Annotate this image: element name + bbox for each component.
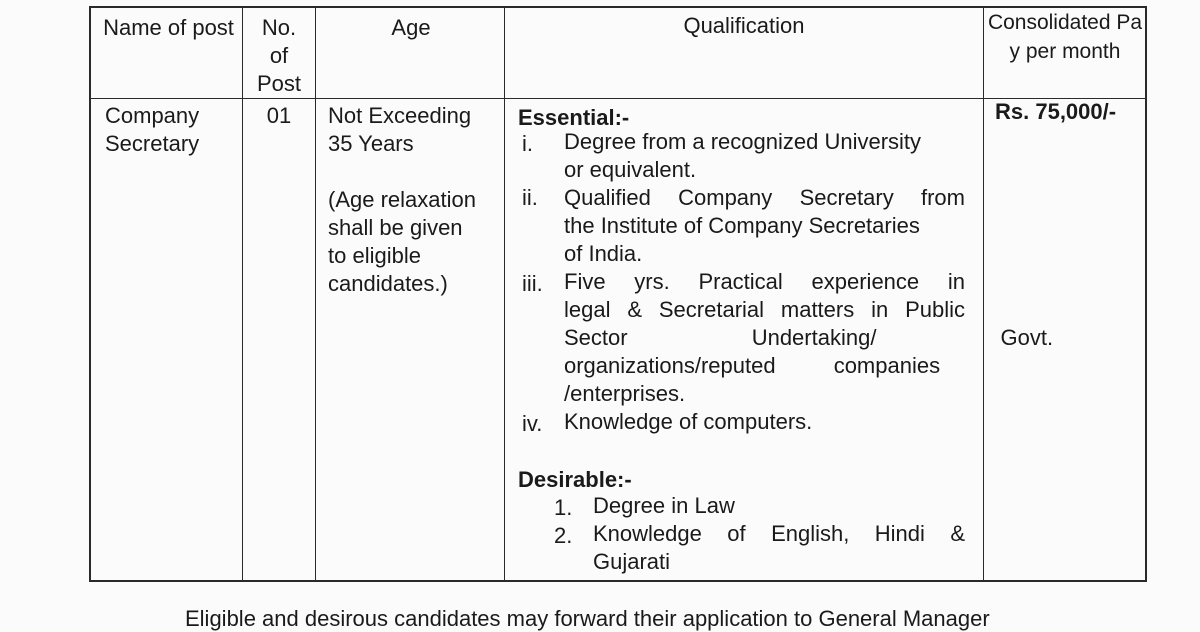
essential-heading: Essential:-	[518, 105, 630, 130]
qualification-line: Gujarati	[593, 549, 671, 574]
qualification-line: Knowledge of English, Hindi &	[593, 521, 965, 546]
list-number: 2.	[554, 523, 573, 548]
qualification-line: Degree from a recognized University	[564, 129, 922, 154]
post-name-line: Company	[105, 103, 200, 128]
qualification-line: legal & Secretarial matters in Public	[564, 297, 965, 322]
column-divider	[315, 8, 316, 580]
age-limit-line: 35 Years	[328, 131, 414, 156]
qualification-line: Sector Undertaking/ Govt.	[564, 325, 1054, 350]
column-divider	[504, 8, 505, 580]
pay-amount: Rs. 75,000/-	[995, 99, 1117, 124]
qualification-line: Knowledge of computers.	[564, 409, 813, 434]
header-qualification: Qualification	[683, 13, 805, 38]
column-divider	[242, 8, 243, 580]
header-divider	[91, 98, 1145, 99]
header-name-of-post: Name of post	[103, 15, 234, 40]
qualification-line: organizations/reputed companies	[564, 353, 941, 378]
qualification-line: Five yrs. Practical experience in	[564, 269, 965, 294]
list-number: ii.	[522, 185, 538, 210]
desirable-heading: Desirable:-	[518, 467, 632, 492]
age-limit-line: Not Exceeding	[328, 103, 472, 128]
post-count: 01	[266, 103, 292, 128]
list-number: 1.	[554, 495, 573, 520]
age-relaxation-line: (Age relaxation	[328, 187, 476, 212]
header-no-of-post: No. of Post	[256, 15, 302, 96]
post-name-line: Secretary	[105, 131, 200, 156]
header-age: Age	[391, 15, 431, 40]
age-relaxation-line: candidates.)	[328, 271, 448, 296]
recruitment-table	[89, 6, 1147, 582]
column-divider	[983, 8, 984, 580]
qualification-line: /enterprises.	[564, 381, 686, 406]
qualification-line: the Institute of Company Secretaries	[564, 213, 920, 238]
age-relaxation-line: to eligible	[328, 243, 421, 268]
list-number: i.	[522, 131, 533, 156]
qualification-line: Qualified Company Secretary from	[564, 185, 965, 210]
list-number: iv.	[522, 411, 543, 436]
qualification-line: or equivalent.	[564, 157, 697, 182]
footer-paragraph: Eligible and desirous candidates may forward their application to General Manager	[185, 606, 990, 631]
header-consolidated-pay: Consolidated Pay per month	[987, 11, 1143, 63]
qualification-line: Degree in Law	[593, 493, 735, 518]
list-number: iii.	[522, 271, 543, 296]
qualification-line: of India.	[564, 241, 643, 266]
age-relaxation-line: shall be given	[328, 215, 463, 240]
